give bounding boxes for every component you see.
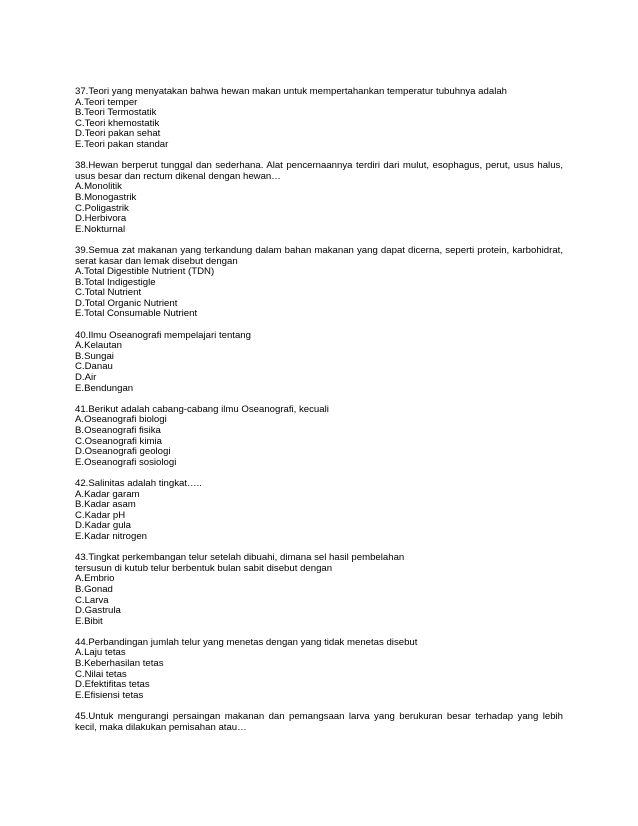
answer-option: A.Laju tetas (75, 647, 126, 659)
answer-option: B.Monogastrik (75, 191, 137, 203)
answer-option: E.Teori pakan standar (75, 138, 169, 150)
question-item (75, 553, 563, 627)
question-text: 39.Semua zat makanan yang terkandung dalam bahan makanan yang dapat dicerna, seperti protein, karbohidrat, serat kasar dan lemak disebut dengan (75, 244, 563, 267)
answer-option: B.Kadar asam (75, 499, 136, 511)
answer-option: B.Teori Termostatik (75, 107, 157, 119)
answer-option: D.Kadar gula (75, 520, 131, 532)
answer-option: C.Poligastrik (75, 202, 129, 214)
answer-option: C.Nilai tetas (75, 668, 127, 680)
answer-option: E.Total Consumable Nutrient (75, 308, 198, 320)
answer-option: E.Kadar nitrogen (75, 530, 147, 542)
question-text: 40.Ilmu Oseanografi mempelajari tentang (75, 329, 251, 341)
question-item (75, 638, 563, 702)
answer-option: B.Gonad (75, 583, 113, 595)
answer-option: C.Larva (75, 594, 109, 606)
question-text: 42.Salinitas adalah tingkat….. (75, 477, 202, 489)
answer-option: A.Monolitik (75, 181, 122, 193)
answer-option: D.Herbivora (75, 213, 127, 225)
question-item (75, 479, 563, 543)
question-text: 38.Hewan berperut tunggal dan sederhana. Alat pencernaannya terdiri dari mulut, esophagus, perut, usus halus, usus besar dan rectum dikenal dengan hewan… (75, 160, 563, 182)
answer-option: B.Keberhasilan tetas (75, 658, 164, 670)
answer-option: E.Bibit (75, 615, 103, 627)
question-item (75, 331, 563, 395)
answer-option: B.Oseanografi fisika (75, 425, 161, 436)
answer-option: B.Total Indigestigle (75, 276, 156, 288)
question-item (75, 87, 563, 151)
question-list (75, 87, 563, 744)
answer-option: D.Total Organic Nutrient (75, 297, 178, 309)
answer-option: D.Gastrula (75, 605, 121, 617)
question-item (75, 712, 563, 733)
question-text: 43.Tingkat perkembangan telur setelah dibuahi, dimana sel hasil pembelahan tersusun di kutub telur berbentuk bulan sabit disebut dengan (75, 552, 405, 574)
answer-option: E.Oseanografi sosiologi (75, 456, 177, 468)
answer-option: D.Efektifitas tetas (75, 679, 150, 691)
answer-option: E.Nokturnal (75, 223, 126, 235)
question-text: 44.Perbandingan jumlah telur yang menetas dengan yang tidak menetas disebut (75, 636, 418, 648)
answer-option: D.Teori pakan sehat (75, 128, 161, 140)
answer-option: D.Oseanografi geologi (75, 446, 171, 458)
answer-option: A.Kelautan (75, 340, 122, 352)
answer-option: C.Danau (75, 361, 113, 373)
question-item (75, 246, 563, 320)
answer-option: C.Total Nutrient (75, 287, 142, 299)
answer-option: C.Kadar pH (75, 509, 126, 521)
answer-option: A.Teori temper (75, 96, 138, 108)
answer-option: E.Bendungan (75, 382, 134, 394)
answer-option: A.Embrio (75, 573, 115, 585)
question-text: 41.Berikut adalah cabang-cabang ilmu Oseanografi, kecuali (75, 403, 329, 415)
question-text: 37.Teori yang menyatakan bahwa hewan makan untuk mempertahankan temperatur tubuhnya adalah (75, 86, 507, 97)
answer-option: A.Kadar garam (75, 488, 140, 500)
answer-option: C.Oseanografi kimia (75, 435, 162, 447)
answer-option: A.Oseanografi biologi (75, 414, 167, 426)
answer-option: B.Sungai (75, 350, 114, 362)
answer-option: A.Total Digestible Nutrient (TDN) (75, 266, 215, 278)
question-item (75, 405, 563, 469)
question-text: 45.Untuk mengurangi persaingan makanan dan pemangsaan larva yang berukuran besar terhadap yang lebih kecil, maka dilakukan pemisahan atau… (75, 711, 563, 733)
answer-option: D.Air (75, 372, 97, 384)
answer-option: E.Efisiensi tetas (75, 689, 144, 701)
question-item (75, 161, 563, 235)
answer-option: C.Teori khemostatik (75, 117, 160, 129)
